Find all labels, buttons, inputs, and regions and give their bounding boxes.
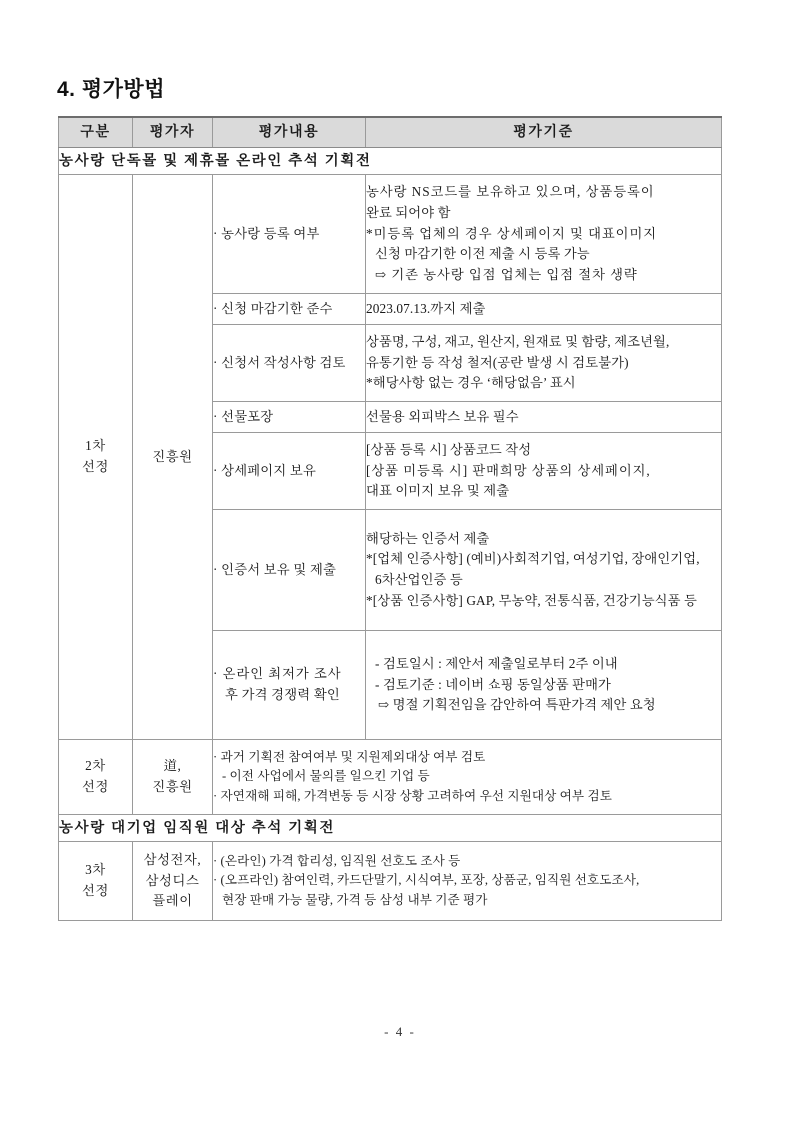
content-cell-certificates: · 인증서 보유 및 제출 — [213, 510, 366, 631]
criteria-cell-detail-page — [366, 433, 722, 510]
page-title: 4. 평가방법 — [57, 78, 165, 101]
criteria-cell-application-review — [366, 325, 722, 402]
criteria-cell-lowest-price — [366, 631, 722, 740]
criteria-line: 현장 판매 가능 물량, 가격 등 삼성 내부 기준 평가 — [222, 892, 488, 907]
criteria-line: 6차산업인증 등 — [375, 572, 463, 587]
criteria-line: *[상품 인증사항] GAP, 무농약, 전통식품, 건강기능식품 등 — [366, 592, 697, 608]
stage2-gubun-line2: 선정 — [82, 779, 109, 794]
stage3-criteria-cell — [213, 842, 722, 921]
table-row-stage3 — [59, 842, 722, 921]
stage1-gubun-line2: 선정 — [82, 459, 109, 474]
content-cell-detail-page: · 상세페이지 보유 — [213, 433, 366, 510]
stage2-evaluator-cell — [133, 740, 213, 815]
table-row — [59, 175, 722, 294]
criteria-line: - 검토기준 : 네이버 쇼핑 동일상품 판매가 — [375, 676, 611, 692]
criteria-line: 농사랑 NS코드를 보유하고 있으며, 상품등록이 — [366, 184, 655, 200]
stage2-evaluator-line1: 道, — [163, 758, 182, 774]
criteria-line: 신청 마감기한 이전 제출 시 등록 가능 — [375, 246, 590, 262]
column-header-criteria: 평가기준 — [366, 117, 722, 148]
criteria-line: - 이전 사업에서 물의를 일으킨 기업 등 — [222, 769, 430, 784]
criteria-line: - 검토일시 : 제안서 제출일로부터 2주 이내 — [375, 655, 618, 671]
stage3-evaluator-cell — [133, 842, 213, 921]
criteria-line: 완료 되어야 함 — [366, 204, 451, 220]
criteria-line: [상품 미등록 시] 판매희망 상품의 상세페이지, — [366, 462, 651, 478]
column-header-evaluator: 평가자 — [133, 117, 213, 148]
stage1-evaluator-cell: 진흥원 — [133, 175, 213, 740]
criteria-line: 선물용 외피박스 보유 필수 — [366, 408, 519, 424]
criteria-line: 상품명, 구성, 재고, 원산지, 원재료 및 함량, 제조년월, — [366, 333, 670, 349]
criteria-line: *해당사항 없는 경우 ‘해당없음’ 표시 — [366, 375, 576, 391]
column-header-content: 평가내용 — [213, 117, 366, 148]
content-line: · 온라인 최저가 조사 — [213, 666, 342, 682]
table-body — [59, 148, 722, 921]
evaluation-table-container — [58, 116, 721, 921]
content-cell-deadline: · 신청 마감기한 준수 — [213, 294, 366, 325]
criteria-line: · (오프라인) 참여인력, 카드단말기, 시식여부, 포장, 상품군, 임직원 선호도조사, — [213, 873, 640, 888]
criteria-line: 해당하는 인증서 제출 — [366, 530, 490, 546]
content-cell-gift-packaging: · 선물포장 — [213, 402, 366, 433]
table-header — [59, 117, 722, 148]
stage3-evaluator-line1: 삼성전자, — [143, 851, 202, 867]
criteria-line: ⇨ 명절 기획전임을 감안하여 특판가격 제안 요청 — [378, 697, 656, 713]
stage3-evaluator-line3: 플레이 — [152, 893, 193, 909]
stage3-gubun-line2: 선정 — [82, 883, 109, 898]
stage2-gubun-cell — [59, 740, 133, 815]
content-line: 후 가격 경쟁력 확인 — [225, 687, 340, 702]
criteria-line: 유통기한 등 작성 철저(공란 발생 시 검토불가) — [366, 354, 629, 370]
evaluation-table — [58, 116, 722, 921]
content-cell-registration: · 농사랑 등록 여부 — [213, 175, 366, 294]
criteria-line: *미등록 업체의 경우 상세페이지 및 대표이미지 — [366, 225, 658, 241]
section-label-online-chuseok: 농사랑 단독몰 및 제휴몰 온라인 추석 기획전 — [59, 148, 722, 175]
stage2-gubun-line1: 2차 — [85, 758, 106, 774]
criteria-line: · 과거 기획전 참여여부 및 지원제외대상 여부 검토 — [213, 749, 486, 764]
content-cell-application-review: · 신청서 작성사항 검토 — [213, 325, 366, 402]
page-number: - 4 - — [384, 1024, 416, 1039]
table-header-row — [59, 117, 722, 148]
criteria-line: [상품 등록 시] 상품코드 작성 — [366, 441, 532, 457]
stage3-gubun-cell — [59, 842, 133, 921]
stage1-gubun-line1: 1차 — [85, 438, 106, 454]
table-row-stage2 — [59, 740, 722, 815]
stage3-evaluator-line2: 삼성디스 — [145, 872, 200, 888]
criteria-cell-certificates — [366, 510, 722, 631]
stage2-evaluator-line2: 진흥원 — [152, 779, 193, 794]
criteria-cell-gift-packaging — [366, 402, 722, 433]
criteria-line: · (온라인) 가격 합리성, 임직원 선호도 조사 등 — [213, 853, 461, 868]
stage1-gubun-cell — [59, 175, 133, 740]
criteria-cell-deadline — [366, 294, 722, 325]
criteria-line: *[업체 인증사항] (예비)사회적기업, 여성기업, 장애인기업, — [366, 551, 700, 567]
section-row-online-chuseok — [59, 148, 722, 175]
criteria-line: 2023.07.13.까지 제출 — [366, 300, 486, 316]
content-cell-lowest-price — [213, 631, 366, 740]
criteria-line: · 자연재해 피해, 가격변동 등 시장 상황 고려하여 우선 지원대상 여부 검토 — [213, 788, 612, 803]
stage2-criteria-cell — [213, 740, 722, 815]
section-label-samsung-chuseok: 농사랑 대기업 임직원 대상 추석 기획전 — [59, 815, 722, 842]
section-row-samsung-chuseok — [59, 815, 722, 842]
criteria-cell-registration — [366, 175, 722, 294]
criteria-line: 대표 이미지 보유 및 제출 — [366, 483, 510, 499]
stage3-gubun-line1: 3차 — [85, 862, 106, 878]
criteria-line: ⇨ 기존 농사랑 입점 업체는 입점 절차 생략 — [375, 267, 638, 283]
column-header-gubun: 구분 — [59, 117, 133, 148]
